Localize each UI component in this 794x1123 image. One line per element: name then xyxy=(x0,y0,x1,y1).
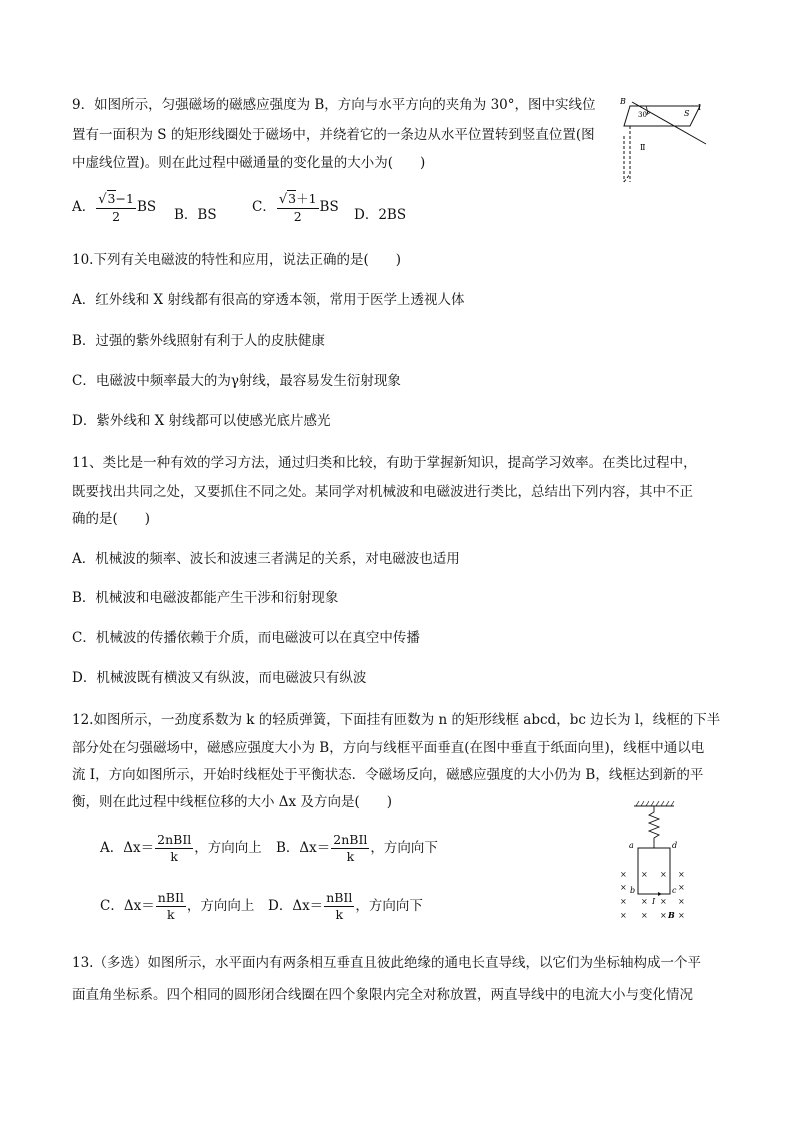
q9-label-B: B xyxy=(620,97,626,106)
q12-option-a-num: 2nBIl xyxy=(157,832,192,847)
q9-option-d: D．2BS xyxy=(354,207,407,223)
q12-line-2: 部分处在匀强磁场中，磁感应强度大小为 B，方向与线框平面垂直(在图中垂直于纸面向里)，线框中通以电 xyxy=(72,740,705,756)
svg-text:×: × xyxy=(620,870,627,879)
svg-text:×: × xyxy=(641,911,648,920)
q11-option-c: C．机械波的传播依赖于介质，而电磁波可以在真空中传播 xyxy=(72,630,420,646)
q9-option-a-radicand: 3 xyxy=(107,191,116,206)
svg-text:×: × xyxy=(660,897,667,906)
q10-option-d: D．紫外线和 X 射线都可以使感光底片感光 xyxy=(72,413,331,429)
q10-stem: 10.下列有关电磁波的特性和应用，说法正确的是( ) xyxy=(72,252,402,268)
q9-option-a-label: A． xyxy=(72,199,96,215)
q12-figure xyxy=(612,800,702,928)
q9-option-c-fraction: $\frac{√3+1}{2}$ xyxy=(278,191,317,224)
q12-option-c-dir: ，方向向上 xyxy=(186,898,255,914)
svg-text:×: × xyxy=(678,883,685,892)
q12-option-c-den: k xyxy=(167,907,175,922)
q10-option-a: A．红外线和 X 射线都有很高的穿透本领，常用于医学上透视人体 xyxy=(72,292,465,308)
svg-text:×: × xyxy=(620,897,627,906)
q12-option-b-fraction xyxy=(331,832,369,865)
q12-option-b-dir: ，方向向下 xyxy=(370,840,438,856)
q9-option-a-num-tail: −1 xyxy=(115,191,134,206)
q12-current-arrow xyxy=(658,892,662,896)
q12-field-crosses xyxy=(620,870,685,920)
q13-line-1: 13.（多选）如图所示，水平面内有两条相互垂直且彼此绝缘的通电长直导线，以它们为坐标轴构成一个平 xyxy=(72,955,701,971)
q9-line-1: 9．如图所示，匀强磁场的磁感应强度为 B，方向与水平方向的夹角为 30°，图中实线位 xyxy=(72,97,596,113)
q9-label-II: Ⅱ xyxy=(640,143,646,152)
q12-option-c-num: nBIl xyxy=(157,890,184,905)
q12-option-c xyxy=(100,890,254,923)
q9-option-b: B．BS xyxy=(174,207,217,223)
q12-ceiling-hatch xyxy=(636,801,674,806)
svg-text:×: × xyxy=(678,911,685,920)
q12-option-a-den: k xyxy=(170,849,178,864)
svg-text:×: × xyxy=(641,897,648,906)
q12-line-1: 12.如图所示，一劲度系数为 k 的轻质弹簧，下面挂有匝数为 n 的矩形线框 abcd，bc 边长为 l，线框的下半 xyxy=(72,712,721,728)
q9-label-S: S xyxy=(684,109,690,118)
q11-option-b: B．机械波和电磁波都能产生干涉和衍射现象 xyxy=(72,590,339,606)
svg-text:×: × xyxy=(660,911,667,920)
svg-text:×: × xyxy=(660,870,667,879)
q12-option-b-num: 2nBIl xyxy=(333,832,368,847)
q12-option-c-label: C．Δx＝ xyxy=(100,898,155,914)
q9-figure xyxy=(620,92,712,188)
q12-option-a xyxy=(100,832,262,865)
q12-option-c-fraction xyxy=(156,890,186,923)
q12-option-d-label: D．Δx＝ xyxy=(268,898,324,914)
q12-label-d: d xyxy=(672,841,678,850)
q9-coil-dashed-bottom xyxy=(624,174,630,182)
svg-text:×: × xyxy=(620,911,627,920)
q11-line-1: 11、类比是一种有效的学习方法，通过归类和比较，有助于掌握新知识，提高学习效率。在类比过程中， xyxy=(72,455,697,471)
q11-line-3: 确的是( ) xyxy=(72,511,151,527)
q12-line-4: 衡，则在此过程中线框位移的大小 Δx 及方向是( ) xyxy=(72,794,392,810)
q12-option-b-label: B．Δx＝ xyxy=(276,840,331,856)
q12-label-c: c xyxy=(672,886,677,895)
q12-option-a-label: A．Δx＝ xyxy=(100,840,155,856)
q9-label-I: Ⅰ xyxy=(698,103,702,112)
q11-line-2: 既要找出共同之处，又要抓住不同之处。某同学对机械波和电磁波进行类比，总结出下列内容，其中不正 xyxy=(72,484,693,500)
q13-line-2: 面直角坐标系。四个相同的圆形闭合线圈在四个象限内完全对称放置，两直导线中的电流大小与变化情况 xyxy=(72,987,693,1003)
q12-option-d-fraction xyxy=(324,890,354,923)
q9-option-c xyxy=(252,190,339,225)
q9-option-a-fraction: $\frac{√3-1}{2}$ xyxy=(98,191,134,224)
q11-option-a: A．机械波的频率、波长和波速三者满足的关系，对电磁波也适用 xyxy=(72,551,460,567)
q12-option-d xyxy=(268,890,423,923)
q12-spring xyxy=(649,806,659,844)
svg-text:×: × xyxy=(678,870,685,879)
q12-label-I: I xyxy=(652,897,656,906)
q9-option-c-suffix: BS xyxy=(319,199,339,215)
q12-label-b: b xyxy=(630,886,636,895)
q9-label-angle: 30° xyxy=(638,111,651,119)
q12-option-a-fraction xyxy=(155,832,193,865)
q9-field-line xyxy=(632,102,706,144)
q11-option-d: D．机械波既有横波又有纵波，而电磁波只有纵波 xyxy=(72,670,367,686)
q9-option-a xyxy=(72,190,156,225)
q12-line-3: 流 I，方向如图所示，开始时线框处于平衡状态．令磁场反向，磁感应强度的大小仍为 B，线框达到新的平 xyxy=(72,767,704,783)
q9-line-2: 置有一面积为 S 的矩形线圈处于磁场中，并绕着它的一条边从水平位置转到竖直位置(图 xyxy=(72,127,595,143)
q12-option-d-den: k xyxy=(335,907,344,922)
svg-text:×: × xyxy=(641,870,648,879)
q12-label-B: B xyxy=(668,910,675,920)
q9-option-a-suffix: BS xyxy=(136,199,157,215)
q12-option-d-dir: ，方向向下 xyxy=(355,898,423,914)
q9-option-c-radicand: 3 xyxy=(288,191,297,206)
svg-text:×: × xyxy=(620,883,627,892)
q9-option-c-den: 2 xyxy=(293,209,302,224)
q9-line-3: 中虚线位置)。则在此过程中磁通量的变化量的大小为( ) xyxy=(72,155,426,171)
q12-label-a: a xyxy=(629,841,634,850)
q10-option-b: B．过强的紫外线照射有利于人的皮肤健康 xyxy=(72,333,325,349)
q9-option-c-label: C． xyxy=(252,199,276,215)
q9-option-c-num-tail: ＋1 xyxy=(296,191,317,206)
q12-option-b-den: k xyxy=(346,849,355,864)
q12-option-b xyxy=(276,832,438,865)
q12-option-d-num: nBIl xyxy=(326,890,353,905)
q9-option-a-den: 2 xyxy=(112,209,121,224)
svg-text:×: × xyxy=(678,897,685,906)
q10-option-c: C．电磁波中频率最大的为γ射线，最容易发生衍射现象 xyxy=(72,373,401,389)
q12-option-a-dir: ，方向向上 xyxy=(194,840,262,856)
